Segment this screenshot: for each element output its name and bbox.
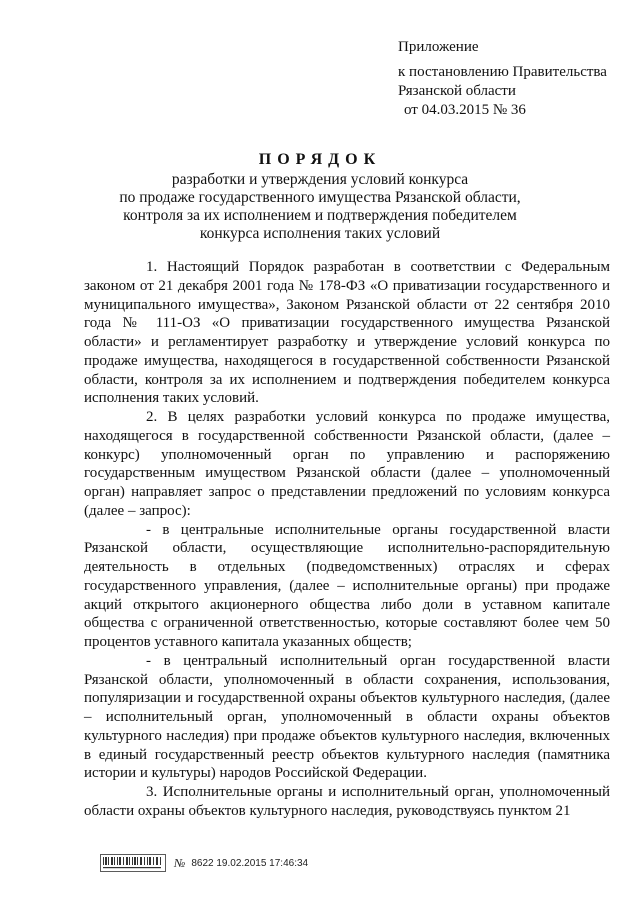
- barcode-stamp-icon: [100, 854, 166, 872]
- appendix-block: [398, 38, 638, 120]
- appendix-region-line: Рязанской области: [398, 83, 516, 99]
- registration-stamp-text: 8622 19.02.2015 17:46:34: [191, 857, 309, 869]
- paragraph-2-item-1: - в центральные исполнительные органы государственной власти Рязанской области, осуществляющие исполнительно-распорядительную деятельность в отдельных (подведомственных) отраслях и сферах государственного управления, (далее – исполнительные органы) при продаже акций открытого акционерного общества либо доли в уставном капитале общества с ограниченной ответственностью, которые составляют более чем 50 процентов уставного капитала указанных обществ;: [84, 521, 610, 650]
- title-line: по продаже государственного имущества Рязанской области,: [119, 189, 521, 206]
- paragraph-3: 3. Исполнительные органы и исполнительный орган, уполномоченный области охраны объектов культурного наследия, руководствуясь пунктом 21: [84, 784, 610, 819]
- registration-number-sign: №: [174, 855, 186, 870]
- paragraph-2: 2. В целях разработки условий конкурса по продаже имущества, находящегося в государственной собственности Рязанской области, (далее – конкурс) уполномоченный орган по управлению и распоряжению государственным имуществом Рязанской области (далее – уполномоченный орган) направляет запрос о представлении предложений по условиям конкурса (далее – запрос):: [84, 409, 610, 519]
- title-line: контроля за их исполнением и подтверждения победителем: [123, 207, 517, 224]
- appendix-heading: Приложение: [398, 39, 479, 55]
- document-title: [0, 151, 640, 243]
- title-line: конкурса исполнения таких условий: [199, 225, 441, 242]
- document-body: [84, 258, 610, 821]
- title-line: разработки и утверждения условий конкурса: [171, 171, 469, 188]
- title-word: ПОРЯДОК: [258, 151, 382, 168]
- paragraph-1: 1. Настоящий Порядок разработан в соответствии с Федеральным законом от 21 декабря 2001 года № 178-ФЗ «О приватизации государственного и муниципального имущества», Законом Рязанской области от 22 сентября 2010 года № 111-ОЗ «О приватизации государственного имущества Рязанской области» и регламентирует разработку и утверждение условий конкурса по продаже имущества, находящегося в государственной собственности Рязанской области, контроля за их исполнением и подтверждения победителем конкурса исполнения таких условий.: [84, 259, 610, 407]
- appendix-resolution-line: к постановлению Правительства: [398, 64, 607, 80]
- appendix-date-line: от 04.03.2015 № 36: [404, 102, 526, 118]
- registration-footer: [100, 853, 308, 873]
- paragraph-2-item-2: - в центральный исполнительный орган государственной власти Рязанской области, уполномоченный в области сохранения, использования, популяризации и государственной охраны объектов культурного наследия, (далее – исполнительный орган, уполномоченный в области охраны объектов культурного наследия) при продаже объектов культурного наследия, включенных в единый государственный реестр объектов культурного наследия (памятника истории и культуры) народов Российской Федерации.: [84, 652, 610, 782]
